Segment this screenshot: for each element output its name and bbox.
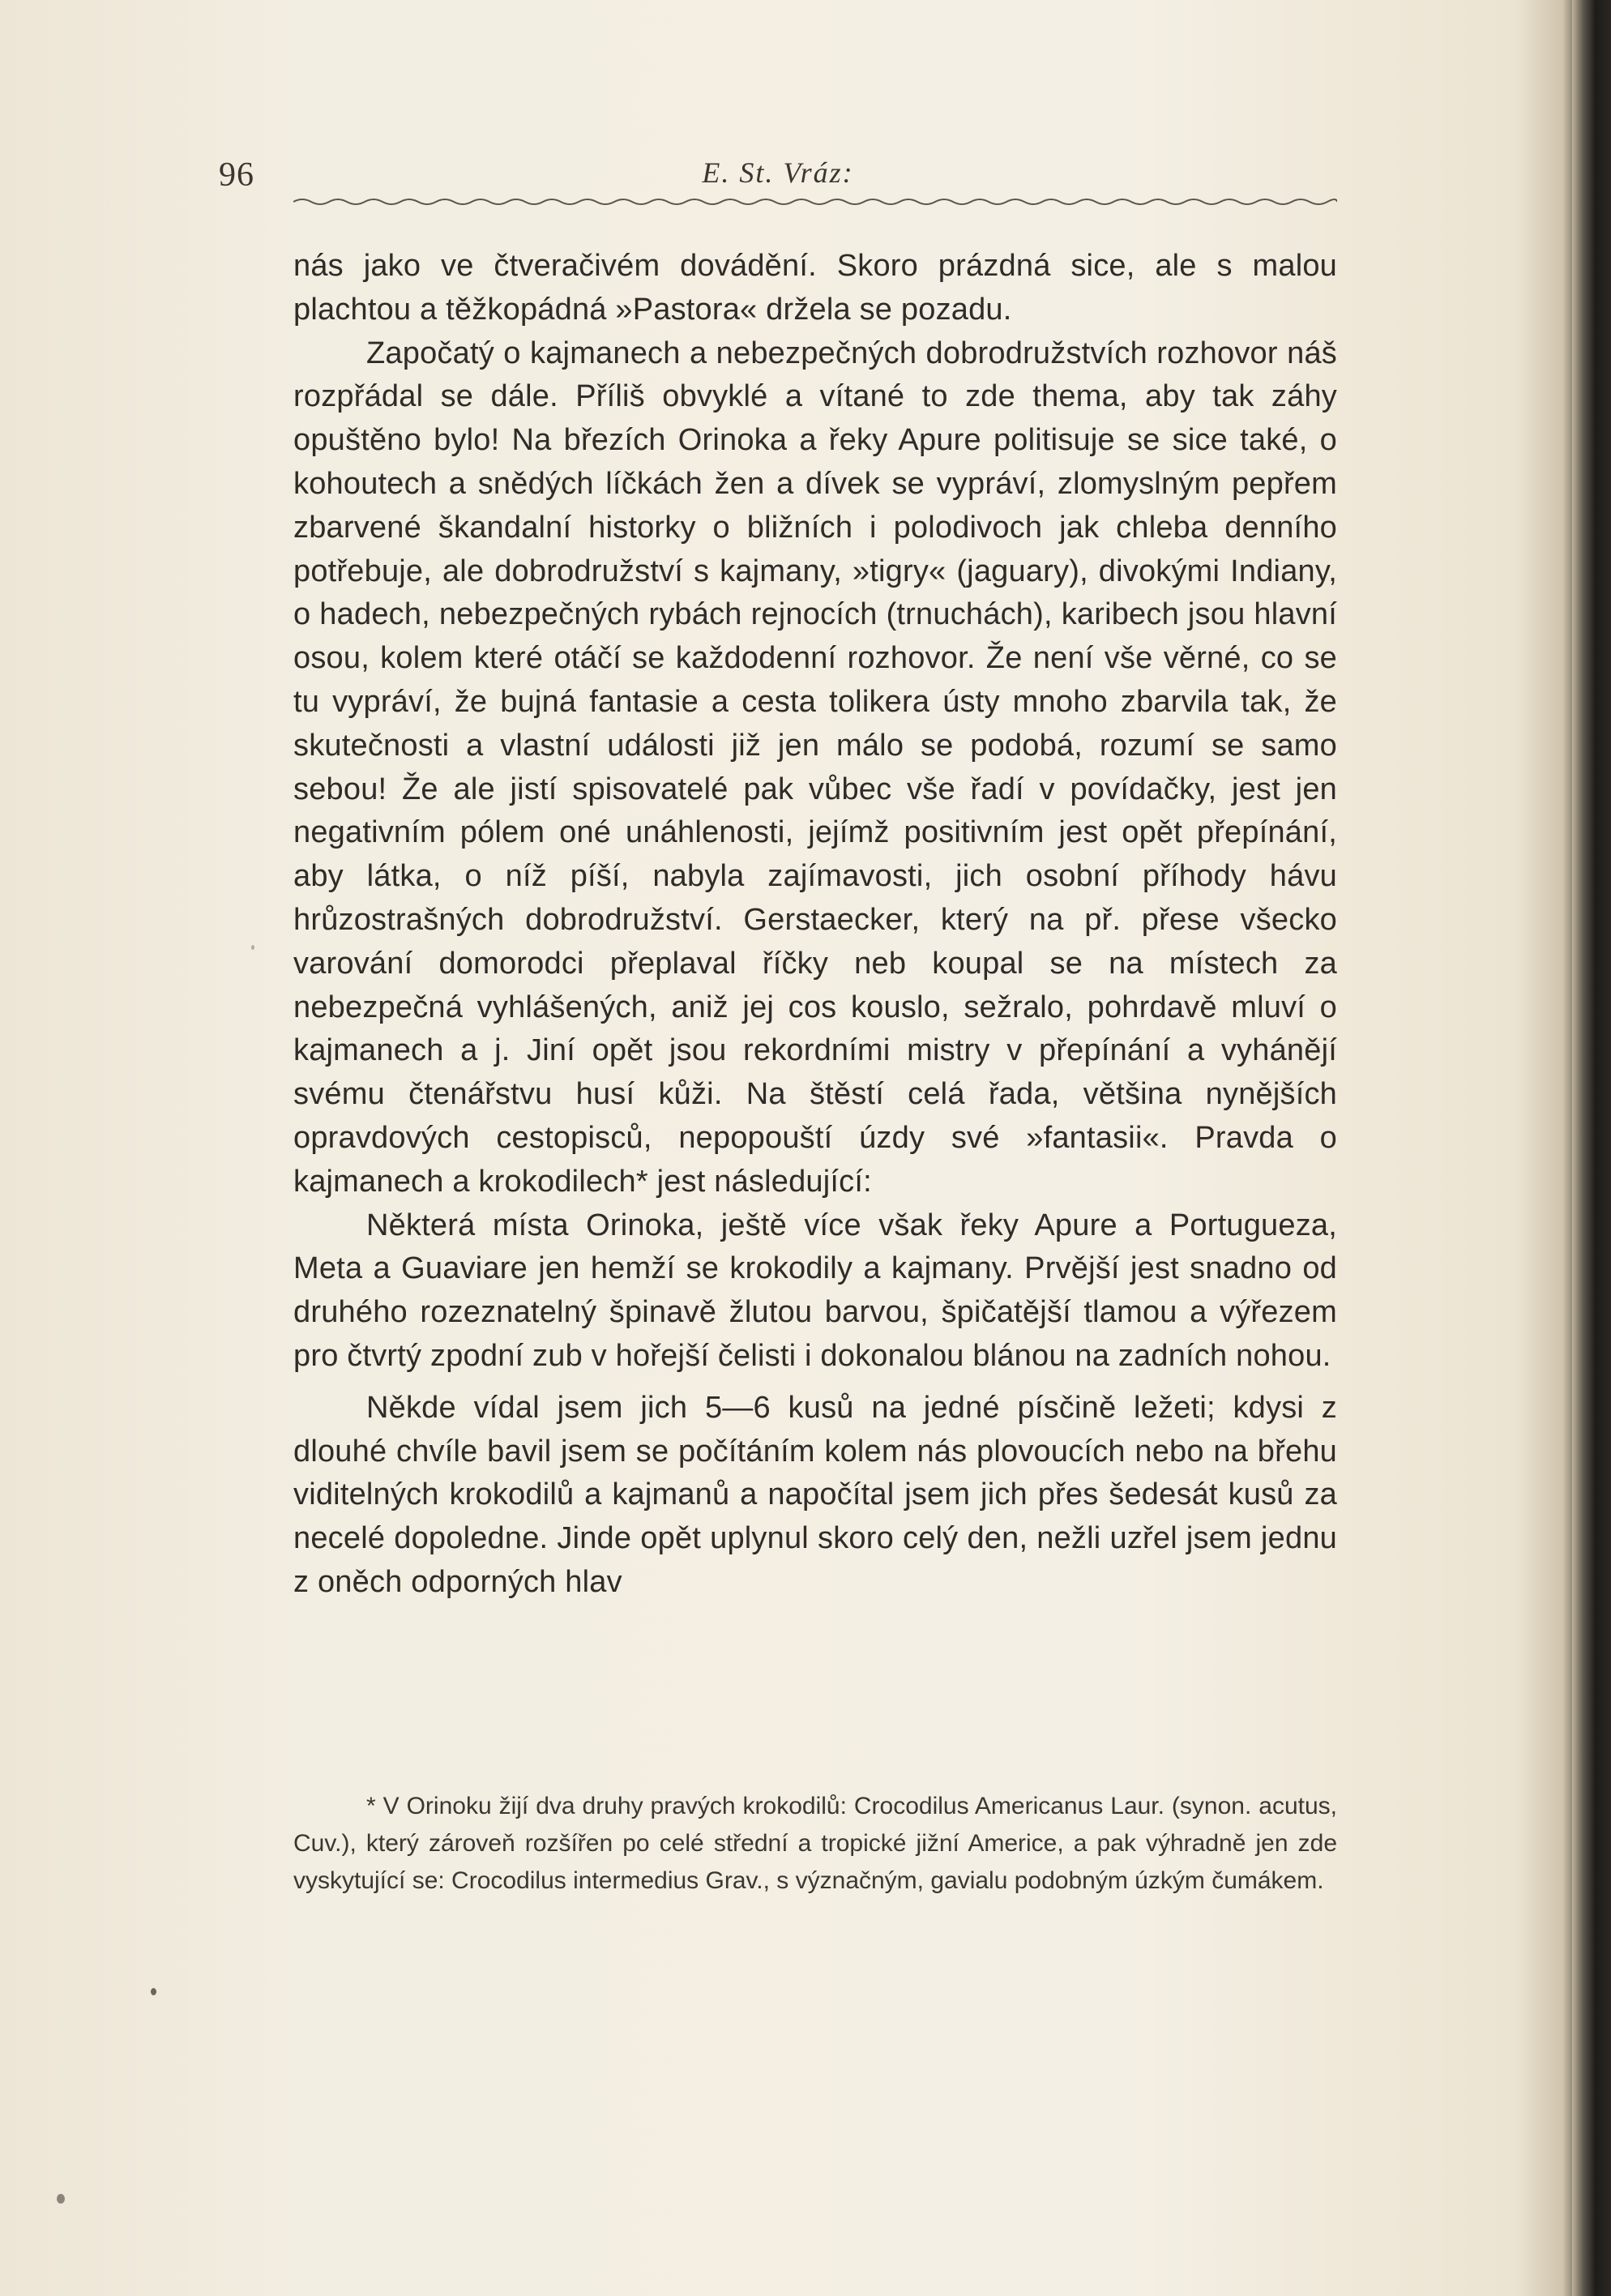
paragraph-counting: Někde vídal jsem jich 5—6 kusů na jedné písčině ležeti; kdysi z dlouhé chvíle bavil jsem se počítáním kolem nás plovoucích nebo na břehu viditelných krokodilů a kajmanů a napočítal jsem jich přes šedesát kusů za necelé dopoledne. Jinde opět uplynul skoro celý den, nežli uzřel jsem jednu z oněch odporných hlav (293, 1390, 1337, 1599)
paragraph-continuation: nás jako ve čtveračivém dovádění. Skoro prázdná sice, ale s malou plachtou a těžkopádná »Pastora« držela se pozadu. (293, 249, 1337, 327)
body-text (293, 245, 1337, 1605)
running-head: E. St. Vráz: (702, 156, 854, 189)
paper-speck (251, 945, 254, 950)
paragraph-caimans-talk: Započatý o kajmanech a nebezpečných dobrodružstvích rozhovor náš rozpřádal se dále. Příliš obvyklé a vítané to zde thema, aby tak záhy opuštěno bylo! Na březích Orinoka a řeky Apure politisuje se sice také, o kohoutech a snědých líčkách žen a dívek se vypráví, zlomyslným pepřem zbarvené škandalní historky o bližních i polodivoch jak chleba denního potřebuje, ale dobrodružství s kajmany, »tigry« (jaguary), divokými Indiany, o hadech, nebezpečných rybách rejnocích (trnuchách), karibech jsou hlavní osou, kolem které otáčí se každodenní rozhovor. Že není vše věrné, co se tu vypráví, že bujná fantasie a cesta tolikera ústy mnoho zbarvila tak, že skutečnosti a vlastní události již jen málo se podobá, rozumí se samo sebou! Že ale jistí spisovatelé pak vůbec vše řadí v povídačky, jest jen negativním pólem oné unáhlenosti, jejímž positivním jest opět přepínání, aby látka, o níž píší, nabyla zajímavosti, jich osobní příhody hávu hrůzostrašných dobrodružství. Gerstaecker, který na př. přese všecko varování domorodci přeplaval říčky neb koupal se na místech za nebezpečná vyhlášených, aniž jej cos kouslo, sežralo, pohrdavě mluví o kajmanech a j. Jiní opět jsou rekordními mistry v přepínání a vyhánějí svému čtenářstvu husí kůži. Na štěstí celá řada, většina nynějších opravdových cestopisců, nepopouští úzdy své »fantasii«. Pravda o kajmanech a krokodilech* jest následující: (293, 336, 1337, 1199)
paper-speck (57, 2194, 65, 2204)
paragraph-crocodile-places: Některá místa Orinoka, ještě více však řeky Apure a Portugueza, Meta a Guaviare jen hemží se krokodily a kajmany. Prvější jest snadno od druhého rozeznatelný špinavě žlutou barvou, špičatější tlamou a výřezem pro čtvrtý zpodní zub v hořejší čelisti i dokonalou blánou na zadních nohou. (293, 1208, 1337, 1373)
footnote: * V Orinoku žijí dva druhy pravých krokodilů: Crocodilus Americanus Laur. (synon. acutus, Cuv.), který zároveň rozšířen po celé střední a tropické jižní Americe, a pak výhradně jen zde vyskytující se: Crocodilus intermedius Grav., s význačným, gavialu podobným úzkým čumákem. (293, 1793, 1337, 1894)
paper-speck (151, 1988, 156, 1995)
page-number: 96 (219, 156, 254, 194)
header-wavy-rule (293, 195, 1337, 206)
binding-edge (1572, 0, 1611, 2296)
